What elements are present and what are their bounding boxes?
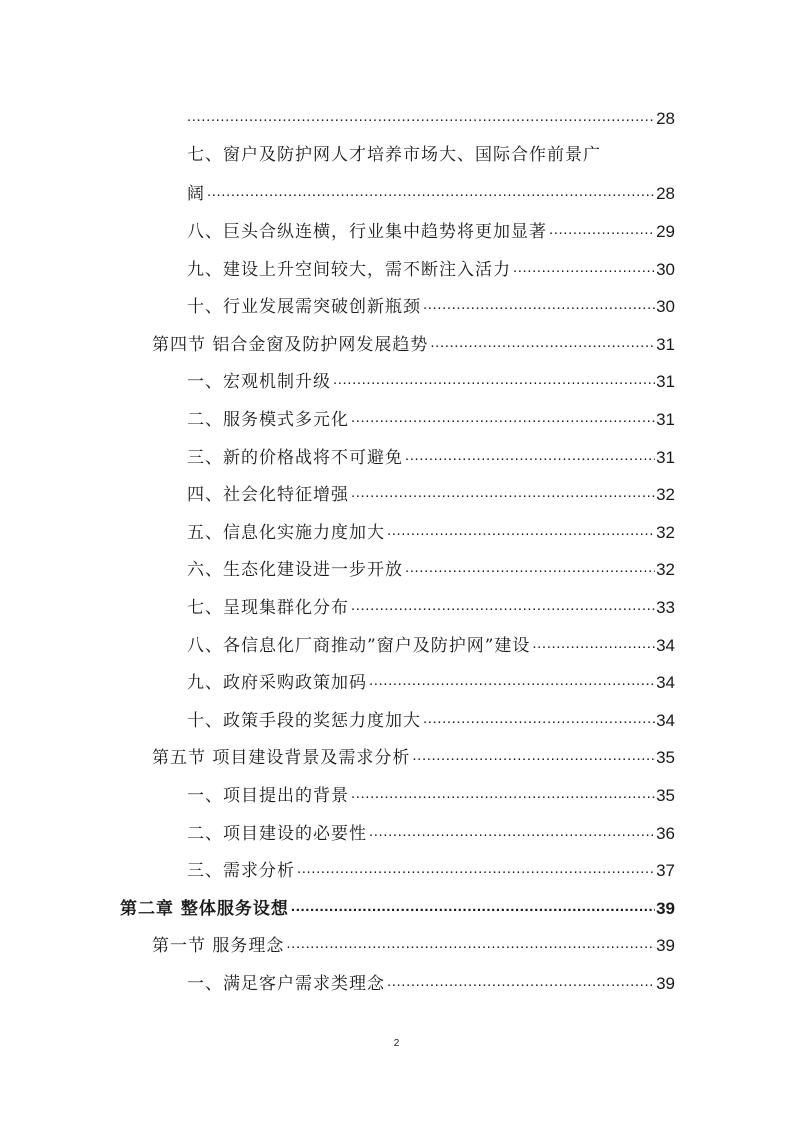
leader-dots bbox=[351, 407, 655, 429]
toc-page-number: 34 bbox=[656, 635, 675, 655]
toc-page-number: 34 bbox=[656, 673, 675, 693]
toc-entry-continuation[interactable] bbox=[187, 100, 675, 130]
toc-page-number: 32 bbox=[656, 522, 675, 542]
toc-item-entry[interactable] bbox=[187, 514, 675, 544]
page-number: 2 bbox=[393, 1038, 400, 1049]
toc-entry-label: 十、行业发展需突破创新瓶颈 bbox=[187, 297, 421, 318]
toc-page-number: 32 bbox=[656, 485, 675, 505]
toc-page-number: 34 bbox=[656, 710, 675, 730]
toc-item-entry[interactable] bbox=[187, 288, 675, 318]
toc-item-entry[interactable] bbox=[187, 213, 675, 243]
toc-page-number: 36 bbox=[656, 823, 675, 843]
toc-entry-label: 二、服务模式多元化 bbox=[187, 410, 349, 430]
toc-page-number: 31 bbox=[656, 372, 675, 392]
toc-item-entry[interactable] bbox=[187, 439, 675, 469]
toc-entry-label: 第二章 整体服务设想 bbox=[120, 898, 289, 919]
toc-item-entry[interactable] bbox=[187, 702, 675, 732]
toc-section-entry[interactable] bbox=[152, 326, 675, 356]
toc-entry-label: 一、项目提出的背景 bbox=[187, 786, 349, 806]
toc-page-number: 35 bbox=[656, 748, 675, 768]
leader-dots bbox=[532, 633, 655, 655]
toc-item-entry[interactable] bbox=[187, 401, 675, 431]
leader-dots bbox=[297, 858, 655, 880]
toc-page-number: 39 bbox=[656, 974, 675, 993]
leader-dots bbox=[423, 708, 655, 730]
leader-dots bbox=[513, 257, 655, 279]
toc-entry-label: 一、满足客户需求类理念 bbox=[187, 974, 385, 994]
toc-item-entry[interactable] bbox=[187, 627, 675, 657]
leader-dots bbox=[351, 482, 655, 504]
toc-entry-label: 二、项目建设的必要性 bbox=[187, 823, 367, 844]
toc-page-number: 33 bbox=[656, 598, 675, 617]
toc-item-entry[interactable] bbox=[187, 664, 675, 694]
toc-item-entry[interactable] bbox=[187, 251, 675, 281]
toc-page-number: 37 bbox=[656, 861, 675, 881]
toc-page-number: 35 bbox=[656, 786, 675, 805]
toc-page-number: 39 bbox=[656, 898, 675, 918]
toc-section-entry[interactable] bbox=[152, 739, 675, 769]
toc-page-number: 32 bbox=[656, 560, 675, 580]
leader-dots bbox=[291, 896, 655, 918]
toc-entry-label[interactable]: 七、窗户及防护网人才培养市场大、国际合作前景广 bbox=[187, 145, 601, 165]
toc-item-entry[interactable] bbox=[187, 965, 675, 995]
toc-page-number: 30 bbox=[656, 297, 675, 317]
toc-entry-label: 三、新的价格战将不可避免 bbox=[187, 447, 403, 468]
toc-entry[interactable] bbox=[187, 175, 675, 205]
toc-entry-label: 阔 bbox=[187, 184, 205, 204]
toc-entry-label: 第五节 项目建设背景及需求分析 bbox=[152, 748, 411, 769]
leader-dots bbox=[430, 332, 655, 354]
toc-entry-label: 一、宏观机制升级 bbox=[187, 372, 331, 393]
leader-dots bbox=[187, 106, 655, 128]
toc-entry-label: 第四节 铝合金窗及防护网发展趋势 bbox=[152, 334, 429, 355]
toc-entry-label: 十、政策手段的奖惩力度加大 bbox=[187, 710, 421, 731]
toc-section-entry[interactable] bbox=[152, 927, 675, 957]
leader-dots bbox=[387, 971, 655, 993]
toc-page-number: 30 bbox=[656, 259, 675, 279]
toc-page-number: 39 bbox=[656, 936, 675, 956]
leader-dots bbox=[405, 557, 655, 579]
toc-entry-label: 八、巨头合纵连横，行业集中趋势将更加显著 bbox=[187, 222, 547, 242]
toc-entry-label: 第一节 服务理念 bbox=[152, 936, 285, 957]
leader-dots bbox=[423, 294, 655, 316]
toc-item-entry[interactable] bbox=[187, 589, 675, 619]
toc-item-entry[interactable] bbox=[187, 476, 675, 506]
leader-dots bbox=[351, 783, 655, 805]
toc-page-number: 28 bbox=[656, 184, 675, 203]
leader-dots bbox=[207, 181, 655, 203]
leader-dots bbox=[405, 445, 655, 467]
toc-item-entry[interactable] bbox=[187, 551, 675, 581]
toc-item-entry[interactable] bbox=[187, 363, 675, 393]
toc-entry-label: 六、生态化建设进一步开放 bbox=[187, 560, 403, 581]
toc-page-number: 31 bbox=[656, 410, 675, 429]
leader-dots bbox=[286, 933, 655, 955]
toc-entry-label: 三、需求分析 bbox=[187, 861, 295, 882]
toc-page-number: 31 bbox=[656, 447, 675, 467]
toc-entry-label: 七、呈现集群化分布 bbox=[187, 598, 349, 618]
toc-page-number: 28 bbox=[656, 109, 675, 128]
toc-item-entry[interactable] bbox=[187, 777, 675, 807]
toc-entry-label: 八、各信息化厂商推动”窗户及防护网”建设 bbox=[187, 635, 531, 656]
toc-entry-label: 九、政府采购政策加码 bbox=[187, 673, 367, 694]
leader-dots bbox=[369, 670, 655, 692]
toc-page-number: 31 bbox=[656, 334, 675, 354]
leader-dots bbox=[333, 369, 655, 391]
toc-entry-label: 九、建设上升空间较大，需不断注入活力 bbox=[187, 259, 511, 280]
leader-dots bbox=[369, 821, 655, 843]
leader-dots bbox=[549, 219, 655, 241]
toc-chapter-entry[interactable] bbox=[120, 890, 675, 920]
toc-entry-label: 四、社会化特征增强 bbox=[187, 485, 349, 506]
leader-dots bbox=[351, 595, 655, 617]
leader-dots bbox=[387, 520, 655, 542]
toc-page-number: 29 bbox=[656, 222, 675, 241]
toc-entry-label: 五、信息化实施力度加大 bbox=[187, 522, 385, 543]
leader-dots bbox=[412, 745, 655, 767]
toc-item-entry[interactable] bbox=[187, 815, 675, 845]
toc-item-entry[interactable] bbox=[187, 852, 675, 882]
